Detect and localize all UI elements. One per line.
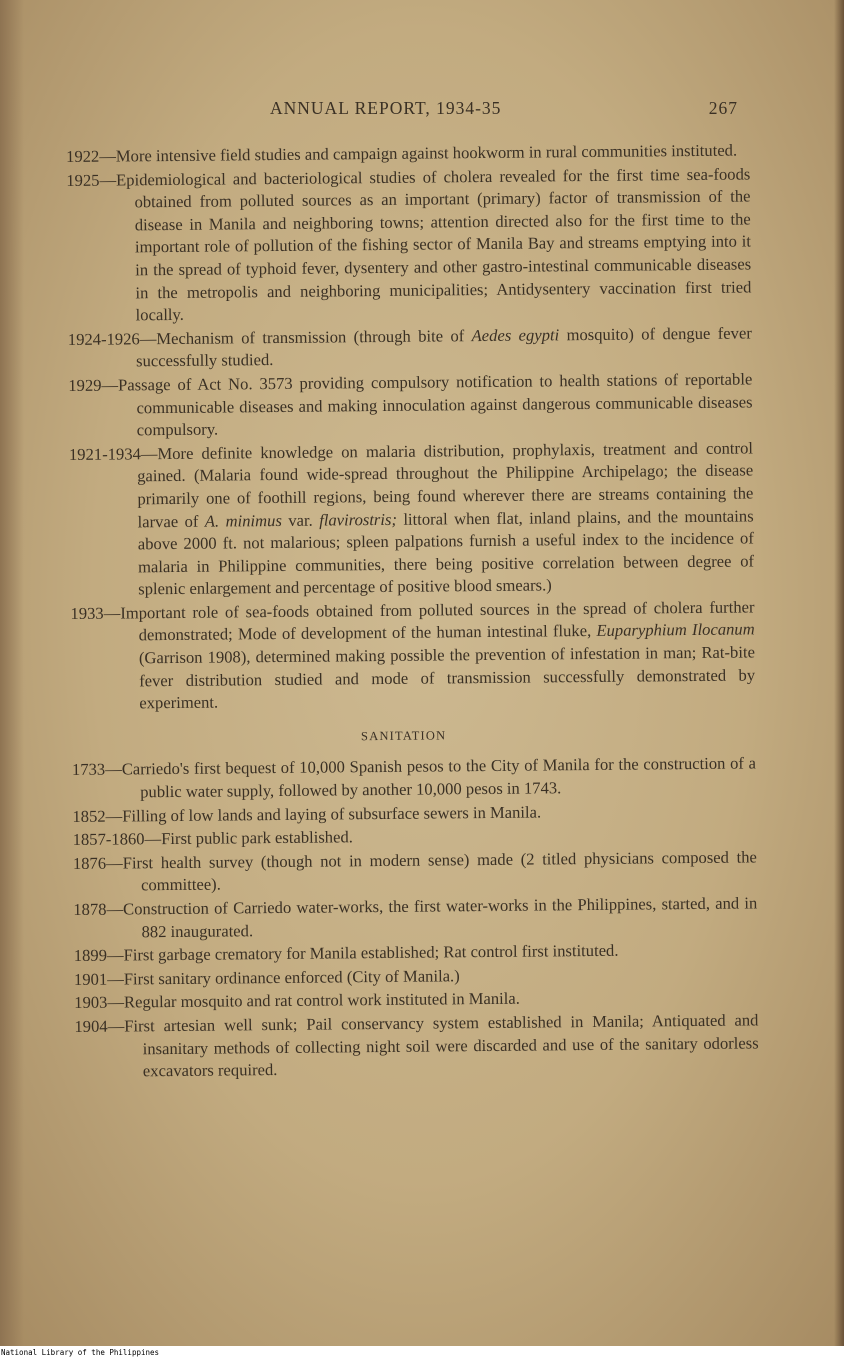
entry-year: 1901 xyxy=(73,969,108,989)
entry-1733: 1733—Carriedo's first bequest of 10,000 Spanish pesos to the City of Manila for the construction of a public water supply, followed by another 10,000 pesos in 1743. xyxy=(71,753,757,802)
entry-1921-1934: 1921-1934—More definite knowledge on malaria distribution, prophylaxis, treatment and control gained. (Malaria found wide-spread throughout the Philippine Archipelago; the disease primarily one of foothill regions, being found wherever there are streams containing the larvae of A. minimus var. flavirostris; littoral when flat, inland plains, and the mountains above 2000 ft. not malarious; spleen palpations furnish a useful index to the incidence of malaria in Philippine communities, there being positive correlation between degree of splenic enlargement and percentage of positive blood smears.) xyxy=(68,438,755,599)
entry-1903: 1903—Regular mosquito and rat control work instituted in Manila. xyxy=(74,989,520,1013)
entry-year: 1899 xyxy=(73,945,108,966)
entry-text: First sanitary ordinance enforced (City of Manila.) xyxy=(123,966,460,989)
entry-year: 1904 xyxy=(74,1016,108,1036)
entry-text-cont: littoral when flat, inland plains, and the mountains above 2000 ft. not malarious; spleen palpations furnish a useful index to the incidence of malaria in Philippine communities, there being positive correlation between degree of splenic enlargement and percentage of positive blood smears.) xyxy=(137,505,755,599)
entry-1901: 1901—First sanitary ordinance enforced (City of Manila.) xyxy=(73,966,460,989)
chronology-list xyxy=(66,139,759,1084)
entry-year: 1878 xyxy=(73,899,107,919)
entry-year: 1876 xyxy=(72,853,107,873)
entry-text: Mechanism of transmission (through bite of xyxy=(156,325,472,348)
entry-1904: 1904—First artesian well sunk; Pail conservancy system established in Manila; Antiquated and insanitary methods of collecting night soil were discarded and use of the sanitary odorless excavators required. xyxy=(74,1010,759,1081)
entry-text: First artesian well sunk; Pail conservancy system established in Manila; Antiquated and insanitary methods of collecting night soil were discarded and use of the sanitary odorless excavators required. xyxy=(124,1010,759,1081)
entry-text: Carriedo's first bequest of 10,000 Spanish pesos to the City of Manila for the construction of a public water supply, followed by another 10,000 pesos in 1743. xyxy=(121,753,757,802)
entry-text: Epidemiological and bacteriological studies of cholera revealed for the first time sea-foods obtained from polluted sources as an important (primary) factor of transmission of the disease in Manila and neighboring towns; attention directed also for the first time to the important role of pollution of the fishing sector of Manila Bay and streams emptying into it in the spread of typhoid fever, dysentery and other gastro-intestinal communicable diseases in the metropolis and neighboring municipalities; Antidysentery vaccination first tried locally. xyxy=(116,164,752,325)
entry-1899: 1899—First garbage crematory for Manila established; Rat control first instituted. xyxy=(73,940,619,966)
entry-year: 1925 xyxy=(66,170,100,190)
entry-year: 1852 xyxy=(72,806,106,826)
entry-text: More intensive field studies and campaign against hookworm in rural communities instituted. xyxy=(115,140,738,166)
entry-1876: 1876—First health survey (though not in modern sense) made (2 titled physicians composed the committee). xyxy=(72,847,757,895)
entry-text: First garbage crematory for Manila established; Rat control first instituted. xyxy=(123,940,619,965)
running-header xyxy=(266,98,738,124)
entry-1857-1860: 1857-1860—First public park established. xyxy=(72,827,353,850)
species-name: A. minimus xyxy=(204,510,282,531)
entry-text: More definite knowledge on malaria distribution, prophylaxis, treatment and control gained. (Malaria found wide-spread throughout the Philippine Archipelago; the disease primarily one of foothill regions, being found wherever there are streams containing the larvae of xyxy=(137,438,754,531)
entry-1922: 1922—More intensive field studies and campaign against hookworm in rural communities instituted. xyxy=(66,140,738,166)
entry-1878: 1878—Construction of Carriedo water-works, the first water-works in the Philippines, started, and in 882 inaugurated. xyxy=(73,893,758,941)
entry-year: 1933 xyxy=(70,603,104,623)
library-watermark: National Library of the Philippines xyxy=(0,1347,844,1358)
entry-text: Construction of Carriedo water-works, the first water-works in the Philippines, started, and in 882 inaugurated. xyxy=(123,893,758,941)
entry-text: Filling of low lands and laying of subsurface sewers in Manila. xyxy=(122,802,542,826)
entry-1929: 1929—Passage of Act No. 3573 providing compulsory notification to health stations of reportable communicable diseases and making innoculation against dangerous communicable diseases compulsory. xyxy=(68,369,753,440)
entry-year: 1929 xyxy=(68,375,102,395)
entry-year: 1903 xyxy=(74,993,108,1013)
entry-text: First health survey (though not in modern sense) made (2 titled physicians composed the committee). xyxy=(122,847,757,895)
entry-text: Important role of sea-foods obtained from polluted sources in the spread of cholera further demonstrated; Mode of development of the human intestinal fluke, xyxy=(120,597,755,645)
variety-name: flavirostris; xyxy=(319,509,398,530)
entry-text: Regular mosquito and rat control work instituted in Manila. xyxy=(123,989,520,1012)
entry-text-cont: (Garrison 1908), determined making possible the prevention of infestation in man; Rat-bite fever distribution studied and mode of transmission successfully demonstrated by experiment. xyxy=(138,642,756,713)
entry-text: Passage of Act No. 3573 providing compulsory notification to health stations of reportable communicable diseases and making innoculation against dangerous communicable diseases compulsory. xyxy=(117,369,753,440)
entry-1925: 1925—Epidemiological and bacteriological studies of cholera revealed for the first time sea-foods obtained from polluted sources as an important (primary) factor of transmission of the disease in Manila and neighboring towns; attention directed also for the first time to the important role of pollution of the fishing sector of Manila Bay and streams emptying into it in the spread of typhoid fever, dysentery and other gastro-intestinal communicable diseases in the metropolis and neighboring municipalities; Antidysentery vaccination first tried locally. xyxy=(66,164,752,325)
report-title: ANNUAL REPORT, 1934-35 xyxy=(270,98,502,118)
entry-year: 1733 xyxy=(71,760,106,780)
entry-text-cont: mosquito) of dengue fever successfully studied. xyxy=(135,323,752,371)
entry-1924-1926: 1924-1926—Mechanism of transmission (through bite of Aedes egypti mosquito) of dengue fever successfully studied. xyxy=(67,323,752,371)
entry-text-mid: var. xyxy=(281,510,320,530)
page-number: 267 xyxy=(708,98,738,118)
species-name: Euparyphium Ilocanum xyxy=(596,619,755,641)
species-name: Aedes egypti xyxy=(471,325,560,345)
entry-year: 1924-1926 xyxy=(67,329,140,349)
entry-year: 1922 xyxy=(66,146,100,166)
entry-year: 1921-1934 xyxy=(68,444,141,464)
entry-1852: 1852—Filling of low lands and laying of subsurface sewers in Manila. xyxy=(72,802,542,826)
entry-year: 1857-1860 xyxy=(72,829,145,850)
entry-text: First public park established. xyxy=(161,827,353,849)
entry-1933: 1933—Important role of sea-foods obtained from polluted sources in the spread of cholera further demonstrated; Mode of development of the human intestinal fluke, Euparyphium Ilocanum (Garrison 1908), determined making possible the prevention of infestation in man; Rat-bite fever distribution studied and mode of transmission successfully demonstrated by experiment. xyxy=(70,597,756,713)
section-heading-sanitation: SANITATION xyxy=(360,728,447,744)
